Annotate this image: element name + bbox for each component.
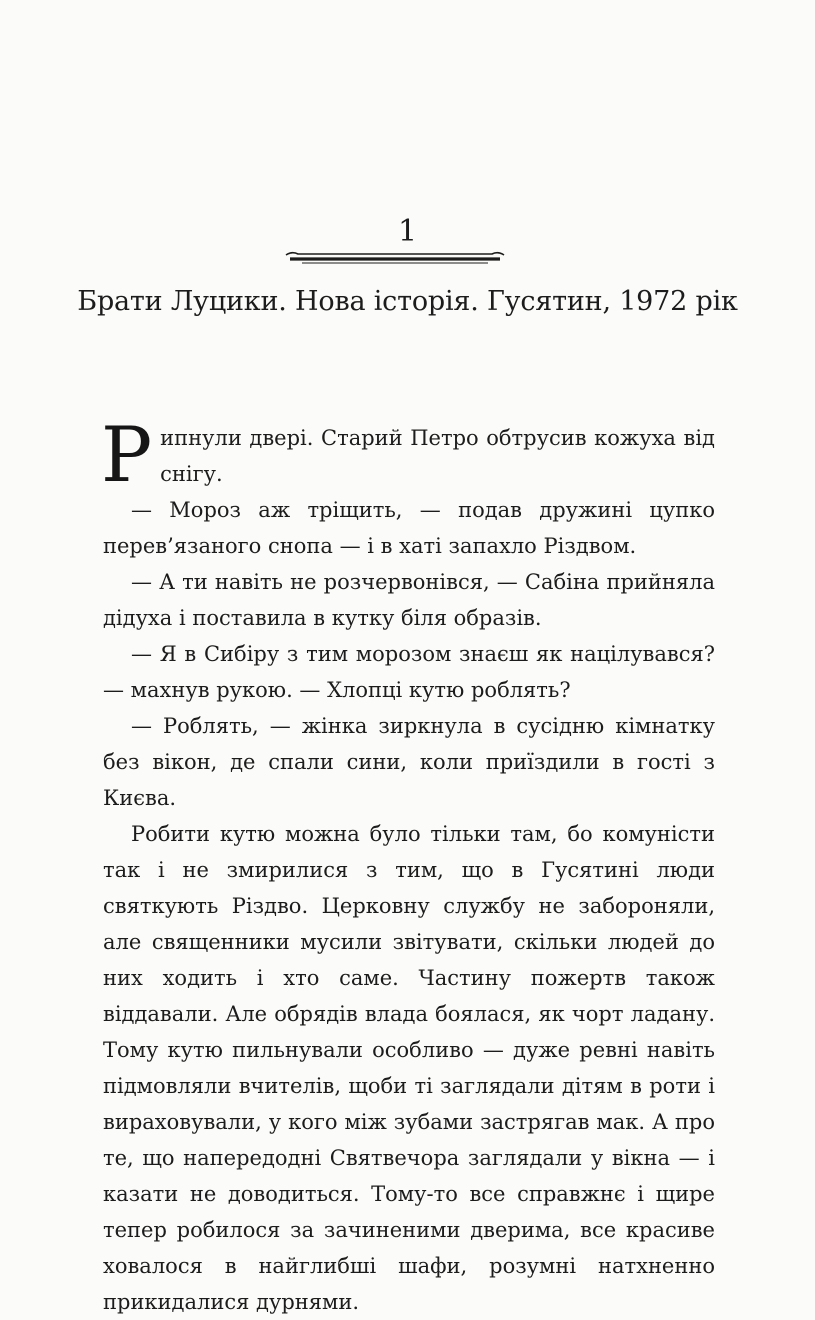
paragraph-3: — А ти навіть не розчервонівся, — Сабіна прийняла дідуха і поставила в кутку біля образів.: [103, 570, 715, 630]
drop-cap-letter: Р: [101, 410, 153, 499]
paragraph-6: Робити кутю можна було тільки там, бо комуністи так і не змирилися з тим, що в Гусятині люди святкують Різдво. Церковну службу не забороняли, але священники мусили звітувати, скільки людей до них ходить і хто саме. Частину пожертв також віддавали. Але обрядів влада боялася, як чорт ладану. Тому кутю пильнували особливо — дуже ревні навіть підмовляли вчителів, щоби ті заглядали дітям в роти і вираховували, у кого між зубами застрягав мак. А про те, що напередодні Святвечора заглядали у вікна — і казати не доводиться. Тому-то все справжнє і щире тепер робилося за зачиненими дверима, все красиве ховалося в найглибші шафи, розумні натхненно прикидалися дурнями.: [103, 822, 715, 1314]
paragraph-5: — Роблять, — жінка зиркнула в сусідню кімнатку без вікон, де спали сини, коли приїздили в гості з Києва.: [103, 714, 715, 810]
chapter-number: 1: [397, 214, 418, 249]
paragraph-1: [101, 410, 715, 499]
paragraph-1-text: ипнули двері. Старий Петро обтрусив кожуха від снігу.: [160, 426, 715, 486]
chapter-body: [101, 410, 715, 1320]
chapter-divider-ornament: [284, 250, 506, 266]
paragraph-2: — Мороз аж тріщить, — подав дружині цупко перев’язаного снопа — і в хаті запахло Різдвом.: [103, 498, 715, 558]
chapter-title: Брати Луцики. Нова історія. Гусятин, 1972 рік: [77, 286, 738, 317]
paragraph-4: — Я в Сибіру з тим морозом знаєш як націлувався? — махнув рукою. — Хлопці кутю роблять?: [103, 642, 715, 702]
